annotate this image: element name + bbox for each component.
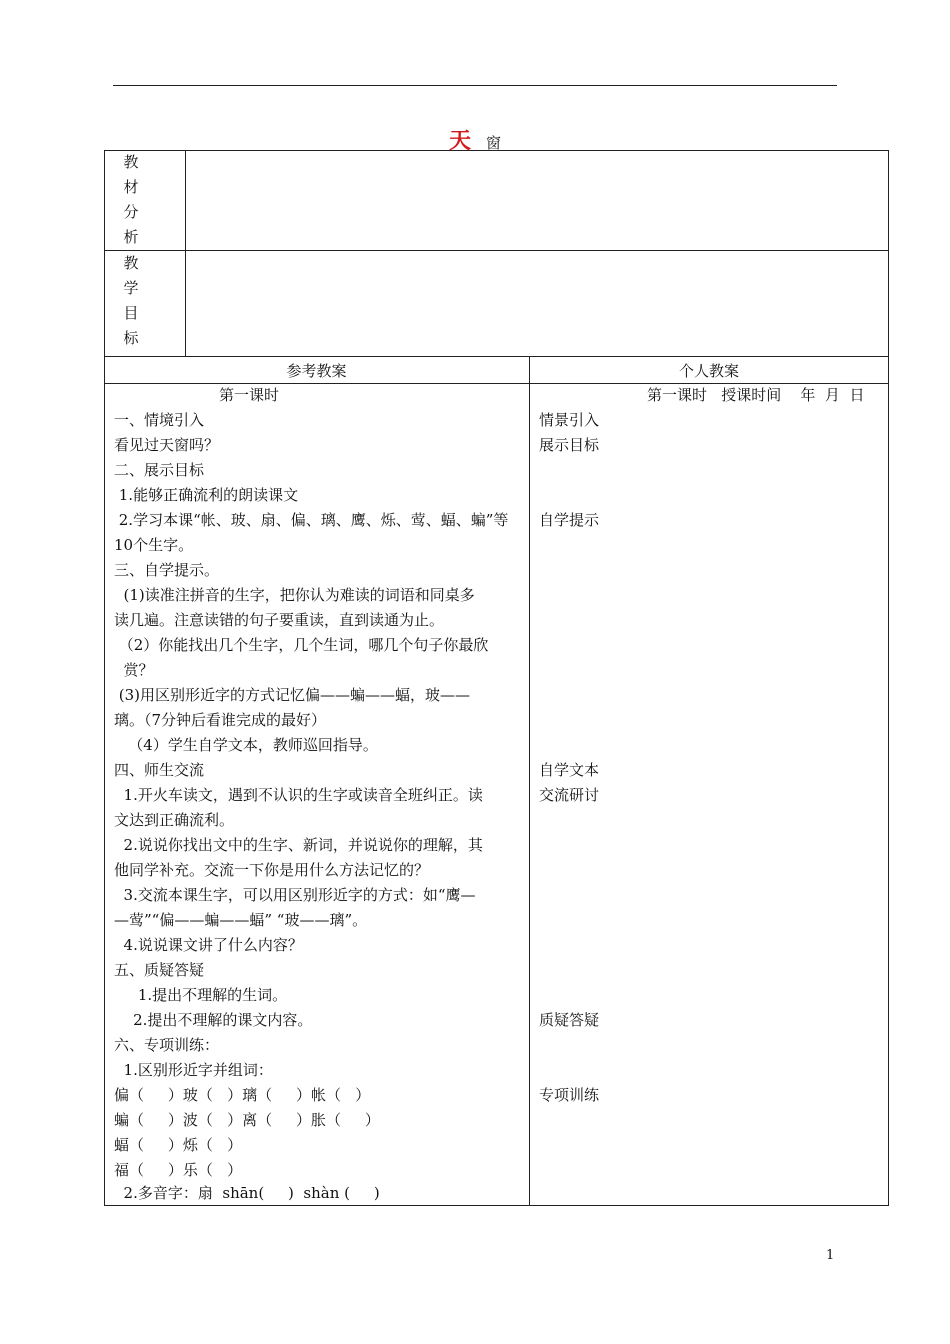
text-line: 璃。（7分钟后看谁完成的最好） [114, 711, 327, 729]
row-divider-2 [104, 356, 889, 357]
text-line: 1.开火车读文，遇到不认识的生字或读音全班纠正。读 [114, 786, 483, 804]
title-sub: 窗 [486, 134, 502, 152]
text-line: 1.能够正确流利的朗读课文 [114, 486, 299, 504]
exercise-line: 偏（ ）玻（ ）璃（ ）帐（ ） [114, 1086, 371, 1104]
text-line: 他同学补充。交流一下你是用什么方法记忆的？ [114, 861, 430, 879]
note-discussion: 交流研讨 [539, 786, 600, 804]
text-line: （2）你能找出几个生字，几个生词，哪几个句子你最欣 [114, 636, 489, 654]
exercise-line: 蝠（ ）烁（ ） [114, 1136, 243, 1154]
text-line: 4.说说课文讲了什么内容？ [114, 936, 303, 954]
reference-plan-header: 参考教案 [286, 362, 347, 380]
text-line: 文达到正确流利。 [114, 811, 235, 829]
row-divider-1 [104, 250, 889, 251]
plan-column-divider [529, 356, 530, 1206]
note-self-study-text: 自学文本 [539, 761, 600, 779]
title-main: 天 [448, 128, 472, 154]
exercise-line: 福（ ）乐（ ） [114, 1161, 243, 1179]
text-line: 二、展示目标 [114, 461, 205, 479]
analysis-label: 教 材 分 析 [123, 153, 139, 246]
text-line: 2.学习本课“帐、玻、扇、偏、璃、鹰、烁、莺、蝠、蝙”等 [114, 511, 509, 529]
text-line: 四、师生交流 [114, 761, 205, 779]
text-line: 三、自学提示。 [114, 561, 220, 579]
note-self-study-hints: 自学提示 [539, 511, 600, 529]
text-line: （4）学生自学文本，教师巡回指导。 [114, 736, 378, 754]
text-line: 3.交流本课生字，可以用区别形近字的方式：如“鹰— [114, 886, 476, 904]
text-line: 一、情境引入 [114, 411, 205, 429]
exercise-line: 蝙（ ）波（ ）离（ ）胀（ ） [114, 1111, 380, 1129]
text-line: 1.提出不理解的生词。 [114, 986, 288, 1004]
lesson-time-line: 第一课时 授课时间 年 月 日 [647, 386, 865, 404]
text-line: (3)用区别形近字的方式记忆偏——蝙——蝠，玻—— [114, 686, 471, 704]
note-special-training: 专项训练 [539, 1086, 600, 1104]
note-qa: 质疑答疑 [539, 1011, 600, 1029]
text-line: (1)读准注拼音的生字，把你认为难读的词语和同桌多 [114, 586, 475, 604]
text-line: 10个生字。 [114, 536, 194, 554]
goals-label: 教 学 目 标 [123, 254, 139, 347]
page-number: 1 [826, 1248, 835, 1263]
text-line: 2.提出不理解的课文内容。 [114, 1011, 313, 1029]
text-line: 2.说说你找出文中的生字、新词，并说说你的理解，其 [114, 836, 483, 854]
text-line: 六、专项训练： [114, 1036, 220, 1054]
personal-plan-header: 个人教案 [678, 362, 739, 380]
text-line: 五、质疑答疑 [114, 961, 205, 979]
exercise-line: 2.多音字：扇 shān( ) shàn ( ) [114, 1184, 380, 1202]
header-rule [113, 85, 837, 86]
lesson-table [104, 150, 889, 1206]
note-show-goals: 展示目标 [539, 436, 600, 454]
text-line: —莺”“偏——蝙——蝠” “玻——璃”。 [114, 911, 368, 929]
note-situation-intro: 情景引入 [539, 411, 600, 429]
text-line: 赏？ [114, 661, 154, 679]
text-line: 看见过天窗吗？ [114, 436, 220, 454]
text-line: 1.区别形近字并组词： [114, 1061, 273, 1079]
text-line: 读几遍。注意读错的句子要重读，直到读通为止。 [114, 611, 445, 629]
label-column-divider [185, 150, 186, 356]
lesson-period-title: 第一课时 [218, 386, 279, 404]
